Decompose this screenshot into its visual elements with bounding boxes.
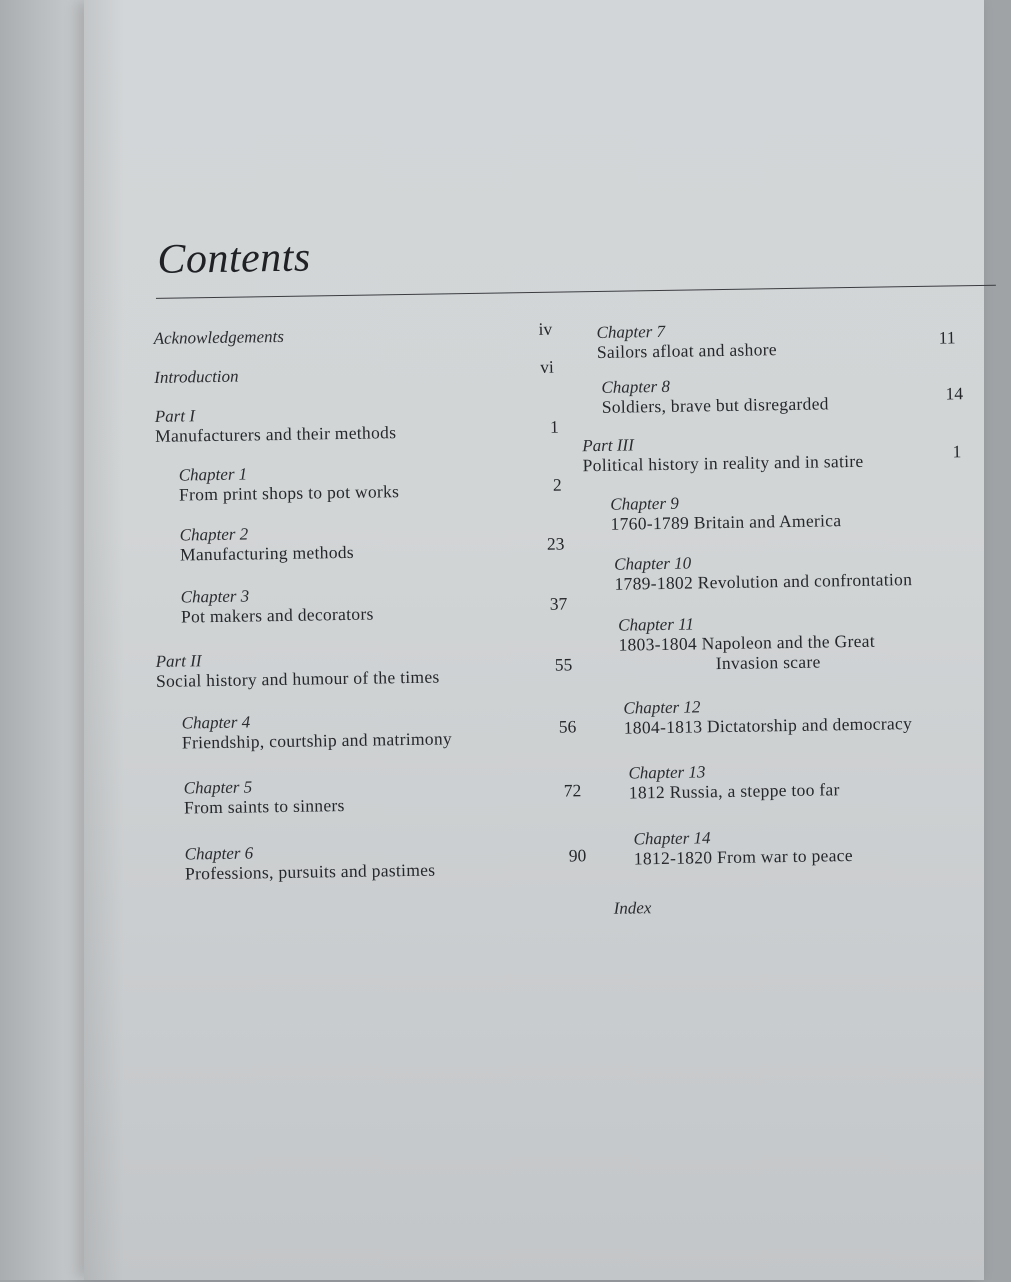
toc-entry-chapter-2 [180, 523, 355, 565]
toc-label: Chapter 3 [180, 586, 250, 607]
toc-title: 1804-1813 Dictatorship and democracy [623, 713, 913, 738]
toc-label: Acknowledgements [153, 326, 285, 348]
toc-entry-part-1 [155, 403, 397, 446]
toc-title: Pot makers and decorators [180, 603, 374, 627]
toc-title: Sailors afloat and ashore [596, 339, 778, 362]
toc-entry-acknowledgements [153, 327, 284, 348]
toc-page-number: 90 [568, 845, 587, 866]
toc-title: 1803-1804 Napoleon and the Great [618, 630, 876, 655]
toc-label: Chapter 1 [178, 464, 248, 485]
toc-title: Manufacturers and their methods [154, 422, 397, 446]
toc-label: Introduction [154, 366, 239, 387]
toc-title: Professions, pursuits and pastimes [184, 859, 436, 884]
toc-entry-chapter-4 [181, 709, 452, 752]
toc-title: Manufacturing methods [179, 541, 355, 565]
toc-page-number: 56 [558, 716, 577, 737]
toc-label: Chapter 4 [181, 712, 251, 733]
toc-title: From print shops to pot works [178, 481, 400, 505]
toc-entry-chapter-8 [601, 374, 829, 417]
toc-label: Chapter 7 [596, 321, 666, 342]
toc-page-number: 23 [546, 533, 565, 554]
toc-entry-chapter-12 [623, 694, 912, 738]
toc-entry-chapter-13 [628, 760, 839, 802]
toc-title: 1760-1789 Britain and America [610, 510, 842, 534]
heading-rule [156, 285, 996, 299]
toc-entry-index [613, 898, 651, 918]
toc-label: Chapter 12 [623, 697, 701, 718]
toc-title: Social history and humour of the times [155, 666, 440, 691]
toc-title: From saints to sinners [183, 795, 345, 818]
toc-page-number: iv [538, 318, 553, 339]
toc-entry-part-2 [156, 648, 440, 691]
toc-entry-chapter-5 [184, 776, 345, 818]
toc-page-number: 11 [938, 327, 956, 348]
toc-entry-chapter-14 [633, 826, 853, 868]
toc-label: Chapter 13 [628, 762, 706, 783]
toc-title: 1789-1802 Revolution and confrontation [614, 569, 913, 594]
toc-label: Chapter 6 [184, 843, 254, 864]
toc-label: Part I [154, 406, 196, 426]
toc-label: Chapter 10 [614, 553, 692, 574]
toc-page-number: vi [539, 356, 554, 377]
contents-heading: Contents [157, 234, 312, 283]
toc-entry-introduction [154, 367, 239, 387]
toc-label: Chapter 8 [601, 376, 671, 397]
toc-title: 1812-1820 From war to peace [633, 845, 853, 869]
toc-entry-chapter-3 [181, 585, 374, 627]
toc-page-number: 1 [952, 441, 962, 462]
toc-title: 1812 Russia, a steppe too far [628, 779, 840, 803]
toc-title: Friendship, courtship and matrimony [181, 728, 453, 753]
toc-page-number: 14 [945, 383, 964, 404]
toc-label: Chapter 14 [633, 828, 711, 849]
toc-entry-chapter-1 [179, 462, 400, 504]
toc-entry-part-3 [582, 432, 863, 475]
toc-title-continued: Invasion scare [715, 651, 821, 674]
toc-entry-chapter-6 [185, 841, 436, 884]
toc-label: Chapter 2 [179, 524, 249, 545]
toc-entry-chapter-7 [596, 320, 777, 362]
toc-title: Soldiers, brave but disregarded [601, 393, 829, 417]
toc-page-number: 2 [552, 474, 562, 495]
toc-label: Chapter 11 [618, 614, 695, 635]
toc-page-number: 55 [554, 654, 573, 675]
toc-page-number: 1 [549, 416, 559, 437]
toc-title: Political history in reality and in satire [582, 450, 864, 476]
toc-entry-chapter-11 [618, 612, 875, 675]
toc-entry-chapter-9 [610, 491, 841, 534]
toc-label: Chapter 9 [610, 493, 679, 514]
toc-label: Part II [155, 651, 202, 671]
toc-page-number: 72 [563, 780, 582, 801]
toc-page-number: 37 [549, 593, 568, 614]
toc-label: Part III [582, 435, 634, 456]
toc-entry-chapter-10 [614, 550, 912, 594]
toc-label: Index [613, 898, 652, 918]
toc-label: Chapter 5 [183, 777, 253, 798]
